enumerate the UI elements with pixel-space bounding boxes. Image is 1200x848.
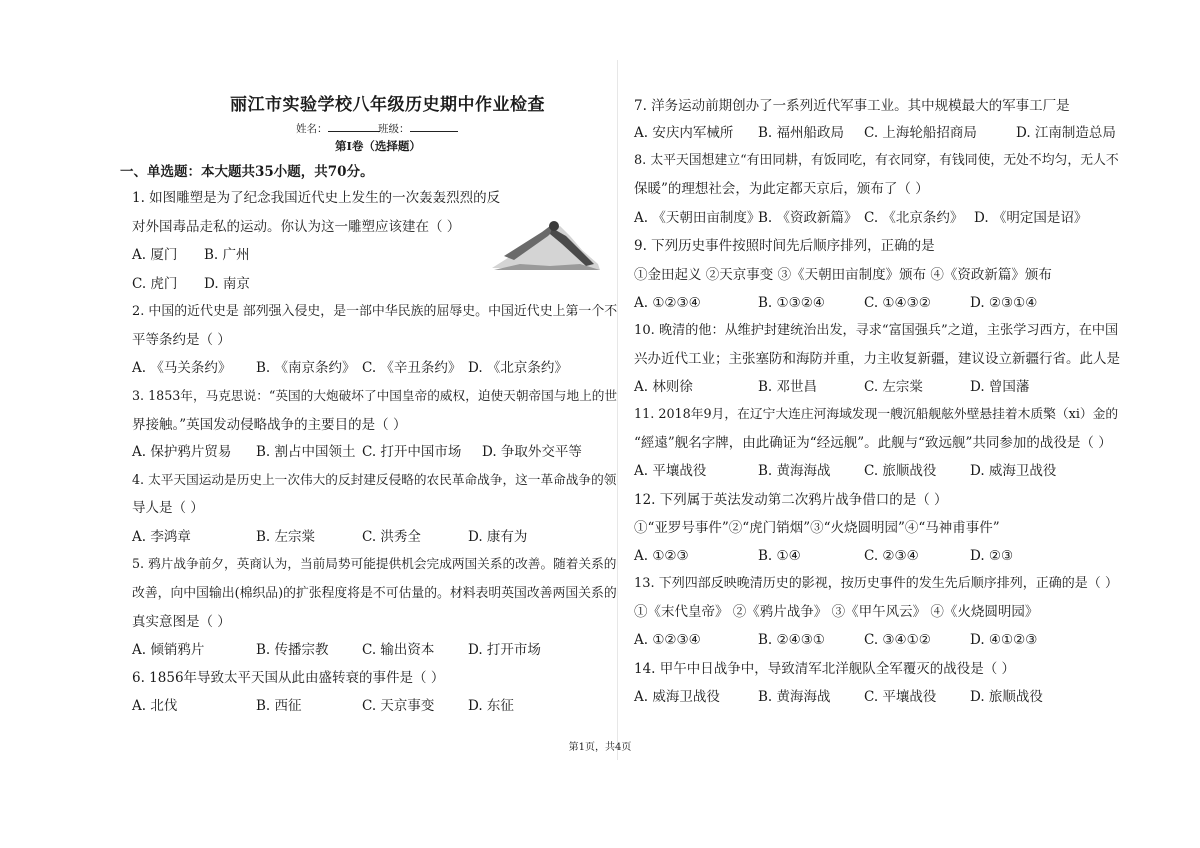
q11-option-c: C. 旅顺战役 <box>864 463 937 479</box>
q6-option-a: A. 北伐 <box>132 698 178 714</box>
q13-option-a: A. ①②③④ <box>634 632 701 648</box>
q11-option-d: D. 威海卫战役 <box>970 463 1057 479</box>
q10-option-c: C. 左宗棠 <box>864 379 923 395</box>
q1-line2: 对外国毒品走私的运动。你认为这一雕塑应该建在（ ） <box>132 219 461 235</box>
q4-option-b: B. 左宗棠 <box>256 529 316 545</box>
q12-line2: ①“亚罗号事件”②“虎门销烟”③“火烧圆明园”④“马神甫事件” <box>634 520 1000 536</box>
q8-option-a: A. 《天朝田亩制度》 <box>634 210 761 226</box>
q4-option-d: D. 康有为 <box>468 529 528 545</box>
q12-options <box>634 548 1013 564</box>
q3-options <box>132 444 582 460</box>
q7-option-c: C. 上海轮船招商局 <box>864 125 977 141</box>
name-label: 姓名： <box>296 123 328 135</box>
q14-option-b: B. 黄海海战 <box>758 689 831 705</box>
sculpture-top <box>549 221 559 231</box>
q9-option-d: D. ②③①④ <box>970 295 1038 311</box>
q6-line1: 6. 1856年导致太平天国从此由盛转衰的事件是（ ） <box>132 670 445 686</box>
q13-option-c: C. ③④①② <box>864 632 931 648</box>
q7-option-a: A. 安庆内军械所 <box>634 125 734 141</box>
q8-option-d: D. 《明定国是诏》 <box>974 210 1088 226</box>
q3-option-b: B. 割占中国领土 <box>256 444 356 460</box>
q2-option-c: C. 《辛丑条约》 <box>362 360 462 376</box>
exam-title: 丽江市实验学校八年级历史期中作业检查 <box>230 95 545 115</box>
q10-option-a: A. 林则徐 <box>634 379 693 395</box>
q6-option-b: B. 西征 <box>256 698 302 714</box>
q5-line2: 改善，向中国输出(棉织品)的扩张程度将是不可估量的。材料表明英国改善两国关系的 <box>132 586 617 601</box>
q9-option-c: C. ①④③② <box>864 295 931 311</box>
q9-options <box>634 295 1037 311</box>
q1-option-a: A. 厦门 <box>132 247 178 263</box>
q7-options <box>634 125 1116 141</box>
q4-line2: 导人是（ ） <box>132 500 204 516</box>
q4-option-a: A. 李鸿章 <box>132 529 191 545</box>
class-label: 班级： <box>378 123 410 135</box>
q14-option-d: D. 旅顺战役 <box>970 689 1043 705</box>
q12-option-b: B. ①④ <box>758 548 801 564</box>
page-footer: 第1页，共4页 <box>568 742 632 753</box>
q3-line1: 3. 1853年，马克思说：“英国的大炮破坏了中国皇帝的威权，迫使天朝帝国与地上的世 <box>132 388 618 403</box>
q8-line2: 保暖”的理想社会，为此定都天京后，颁布了（ ） <box>634 181 929 197</box>
q14-option-c: C. 平壤战役 <box>864 689 937 705</box>
q2-option-d: D. 《北京条约》 <box>468 360 568 376</box>
q1-option-c: C. 虎门 <box>132 276 178 292</box>
sculpture-photo <box>490 214 602 272</box>
q7-option-d: D. 江南制造总局 <box>1016 125 1116 141</box>
q1-line1: 1. 如图雕塑是为了纪念我国近代史上发生的一次轰轰烈烈的反 <box>132 190 501 206</box>
q3-option-c: C. 打开中国市场 <box>362 444 462 460</box>
q1-options-row1 <box>132 247 250 263</box>
q13-line2: ①《末代皇帝》 ②《鸦片战争》 ③《甲午风云》 ④《火烧圆明园》 <box>634 604 1039 620</box>
q7-line1: 7. 洋务运动前期创办了一系列近代军事工业。其中规模最大的军事工厂是 <box>634 98 1070 114</box>
q1-options-row2 <box>132 276 250 292</box>
q12-option-a: A. ①②③ <box>634 548 689 564</box>
class-blank <box>410 120 458 132</box>
q13-option-b: B. ②④③① <box>758 632 825 648</box>
q10-line1: 10. 晚清的他：从维护封建统治出发，寻求“富国强兵”之道，主张学习西方，在中国 <box>634 323 1119 338</box>
q3-option-d: D. 争取外交平等 <box>482 444 582 460</box>
q11-options <box>634 463 1056 479</box>
q8-option-b: B. 《资政新篇》 <box>758 210 858 226</box>
q8-line1: 8. 太平天国想建立“有田同耕，有饭同吃，有衣同穿，有钱同使，无处不均匀，无人不 <box>634 153 1119 168</box>
q6-options <box>132 698 514 714</box>
q13-option-d: D. ④①②③ <box>970 632 1038 648</box>
q9-line2: ①金田起义 ②天京事变 ③《天朝田亩制度》颁布 ④《资政新篇》颁布 <box>634 267 1052 283</box>
q6-option-c: C. 天京事变 <box>362 698 435 714</box>
q5-option-c: C. 输出资本 <box>362 642 435 658</box>
q5-option-a: A. 倾销鸦片 <box>132 642 205 658</box>
q2-options <box>132 360 568 376</box>
q6-option-d: D. 东征 <box>468 698 514 714</box>
q10-option-b: B. 邓世昌 <box>758 379 818 395</box>
q4-options <box>132 529 527 545</box>
q8-options <box>634 210 1087 226</box>
q10-options <box>634 379 1029 395</box>
q13-line1: 13. 下列四部反映晚清历史的影视，按历史事件的发生先后顺序排列，正确的是（ ） <box>634 576 1118 591</box>
q7-option-b: B. 福州船政局 <box>758 125 845 141</box>
q2-line2: 平等条约是（ ） <box>132 332 231 348</box>
q11-line1: 11. 2018年9月，在辽宁大连庄河海域发现一艘沉船舰舷外壁悬挂着木质檠（xi）金的 <box>634 407 1119 422</box>
q11-line2: “經遠”舰名字牌，由此确证为“经远舰”。此舰与“致远舰”共同参加的战役是（ ） <box>634 435 1112 451</box>
q5-option-d: D. 打开市场 <box>468 642 541 658</box>
q9-line1: 9. 下列历史事件按照时间先后顺序排列，正确的是 <box>634 238 935 254</box>
q9-option-b: B. ①③②④ <box>758 295 825 311</box>
name-field <box>296 120 380 136</box>
q5-options <box>132 642 541 658</box>
q5-line1: 5. 鸦片战争前夕，英商认为，当前局势可能提供机会完成两国关系的改善。随着关系的 <box>132 556 617 571</box>
q4-option-c: C. 洪秀全 <box>362 529 421 545</box>
class-field <box>378 120 458 136</box>
q4-line1: 4. 太平天国运动是历史上一次伟大的反封建反侵略的农民革命战争，这一革命战争的领 <box>132 472 617 487</box>
q3-line2: 界接触。”英国发动侵略战争的主要目的是（ ） <box>132 417 407 433</box>
q5-line3: 真实意图是（ ） <box>132 614 231 630</box>
q1-option-d: D. 南京 <box>204 276 250 292</box>
q2-option-b: B. 《南京条约》 <box>256 360 356 376</box>
q9-option-a: A. ①②③④ <box>634 295 701 311</box>
q12-option-d: D. ②③ <box>970 548 1014 564</box>
q1-option-b: B. 广州 <box>204 247 250 263</box>
scan-fold-line <box>617 60 618 760</box>
q2-line1: 2. 中国的近代史是 部列强入侵史，是一部中华民族的屈辱史。中国近代史上第一个不 <box>132 304 618 319</box>
q5-option-b: B. 传播宗教 <box>256 642 329 658</box>
q2-option-a: A. 《马关条约》 <box>132 360 232 376</box>
volume-heading: 第Ⅰ卷（选择题） <box>335 139 421 153</box>
q10-line2: 兴办近代工业；主张塞防和海防并重，力主收复新疆，建议设立新疆行省。此人是 <box>634 351 1120 367</box>
q12-option-c: C. ②③④ <box>864 548 919 564</box>
q14-option-a: A. 威海卫战役 <box>634 689 720 705</box>
q13-options <box>634 632 1037 648</box>
q11-option-a: A. 平壤战役 <box>634 463 707 479</box>
name-blank <box>328 120 380 132</box>
q14-options <box>634 689 1043 705</box>
q3-option-a: A. 保护鸦片贸易 <box>132 444 232 460</box>
q12-line1: 12. 下列属于英法发动第二次鸦片战争借口的是（ ） <box>634 492 948 508</box>
section-heading: 一、单选题：本大题共35小题，共70分。 <box>120 164 374 180</box>
q10-option-d: D. 曾国藩 <box>970 379 1030 395</box>
q14-line1: 14. 甲午中日战争中，导致清军北洋舰队全军覆灭的战役是（ ） <box>634 661 1016 677</box>
q8-option-c: C. 《北京条约》 <box>864 210 964 226</box>
q11-option-b: B. 黄海海战 <box>758 463 831 479</box>
